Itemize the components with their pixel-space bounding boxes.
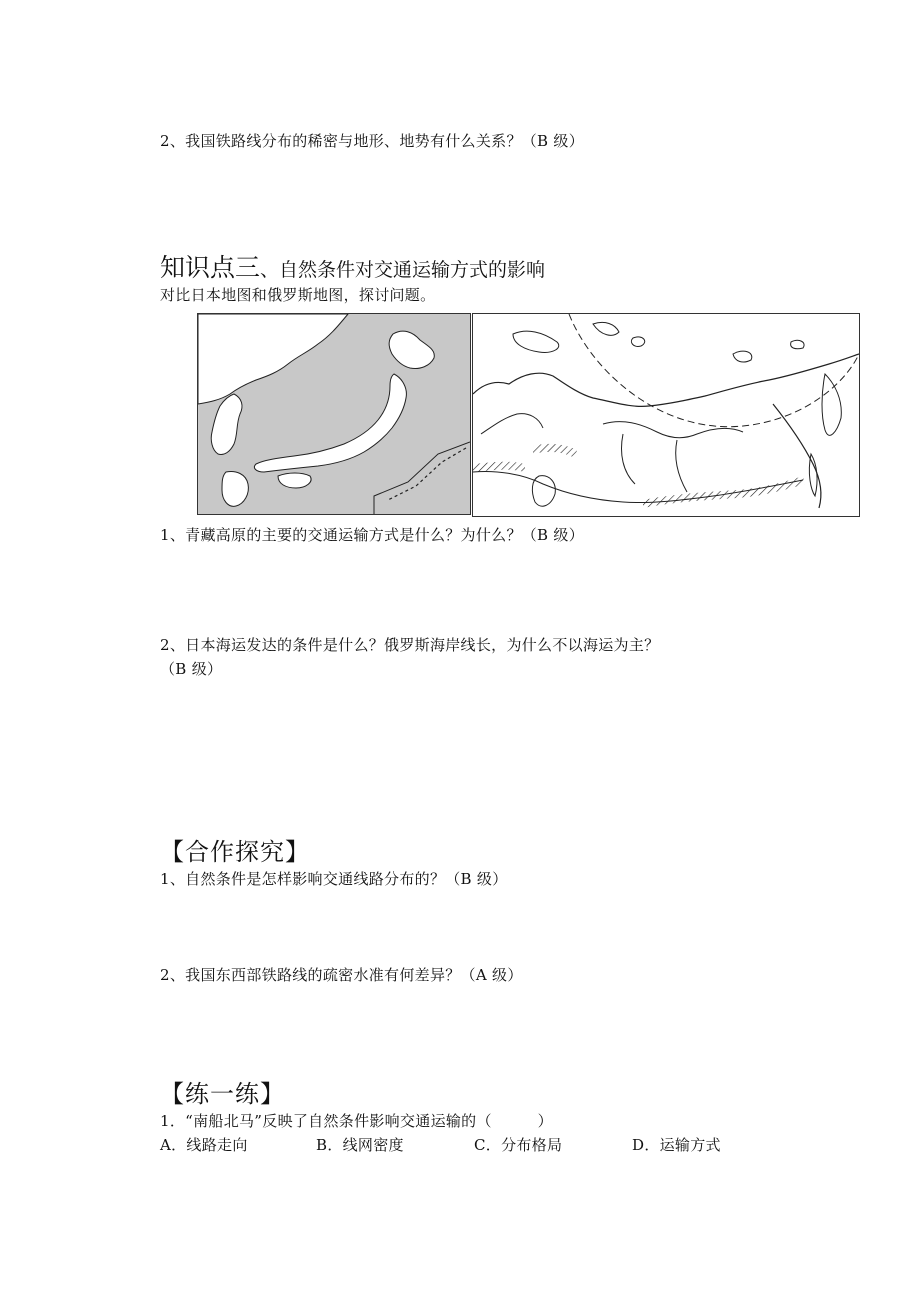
central-border <box>603 422 743 438</box>
southern-border <box>473 472 803 503</box>
southern-hatch-2 <box>533 444 577 458</box>
heading-knowledge-three-topic: 、自然条件对交通运输方式的影响 <box>260 259 546 281</box>
question-east-west-railway: 2、我国东西部铁路线的疏密水准有何差异？（A 级） <box>160 966 523 984</box>
russia-map-drawing <box>473 314 859 516</box>
northern-island-5 <box>791 340 804 348</box>
section-heading-practice: 【练一练】 <box>160 1080 285 1108</box>
kamchatka-peninsula <box>822 374 841 435</box>
option-d[interactable]: D．运输方式 <box>632 1136 721 1154</box>
question-railway-density: 2、我国铁路线分布的稀密与地形、地势有什么关系？（B 级） <box>160 132 585 150</box>
river-yenisei <box>676 440 687 492</box>
japan-map <box>197 313 471 515</box>
japan-map-drawing <box>198 314 470 514</box>
northern-island-1 <box>513 331 559 352</box>
arctic-circle-line <box>569 314 859 427</box>
heading-knowledge-three-label: 知识点三 <box>160 253 261 282</box>
intro-compare-maps: 对比日本地图和俄罗斯地图，探讨问题。 <box>160 286 436 304</box>
eastern-coastline <box>773 404 821 508</box>
northern-island-2 <box>593 322 619 335</box>
river-ob <box>622 434 636 484</box>
southern-hatch-1 <box>473 462 525 472</box>
question-tibet-transport: 1、青藏高原的主要的交通运输方式是什么？为什么？（B 级） <box>160 526 585 544</box>
section-heading-cooperation: 【合作探究】 <box>160 838 310 866</box>
northern-island-4 <box>733 351 752 362</box>
russia-map <box>472 313 860 517</box>
arctic-coastline <box>473 354 859 406</box>
western-border <box>481 414 543 434</box>
question-japan-shipping: 2、日本海运发达的条件是什么？俄罗斯海岸线长，为什么不以海运为主？ <box>160 636 660 654</box>
practice-options <box>160 1134 721 1155</box>
section-heading-knowledge-three <box>160 248 545 284</box>
question-japan-shipping-level: （B 级） <box>160 660 223 678</box>
northern-island-3 <box>631 337 644 346</box>
question-natural-conditions: 1、自然条件是怎样影响交通线路分布的？（B 级） <box>160 870 508 888</box>
southern-hatch-3 <box>643 476 805 508</box>
practice-question-1: 1．“南船北马”反映了自然条件影响交通运输的（ ） <box>160 1112 553 1130</box>
option-c[interactable]: C．分布格局 <box>474 1136 563 1154</box>
option-a[interactable]: A．线路走向 <box>160 1136 248 1154</box>
option-b[interactable]: B．线网密度 <box>316 1136 404 1154</box>
